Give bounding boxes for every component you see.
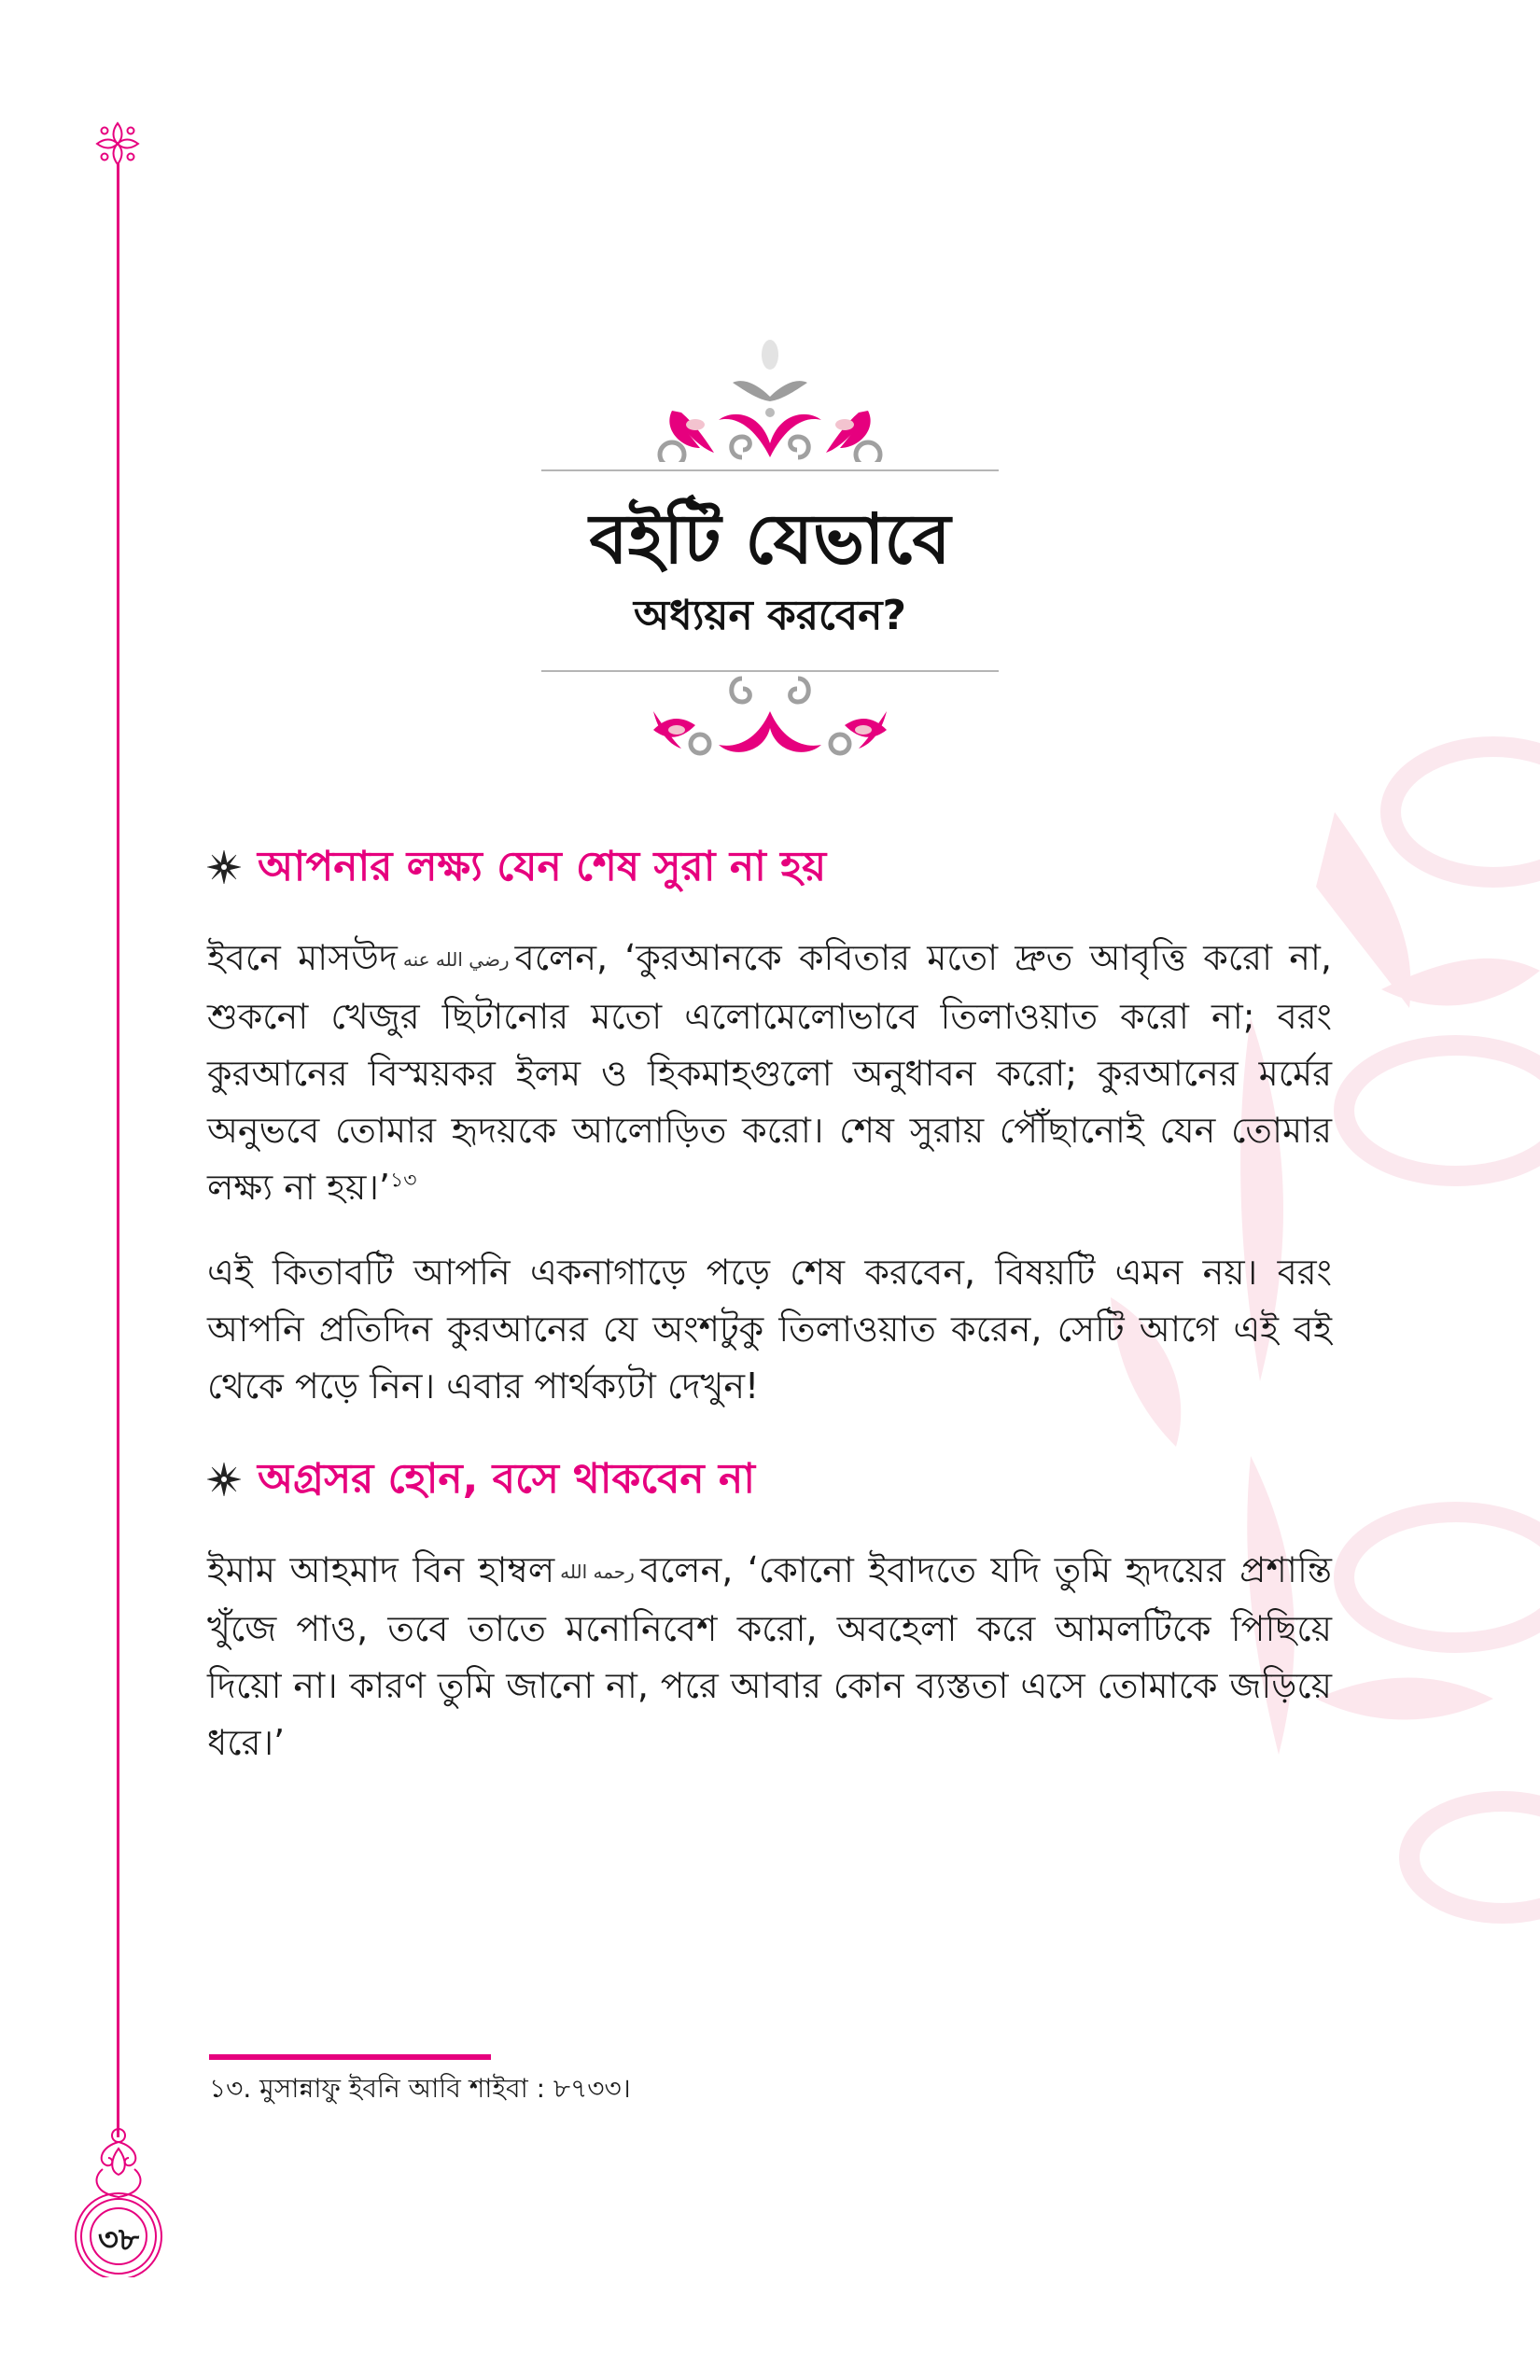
quote-paragraph-ibn-masud bbox=[207, 930, 1332, 1216]
section-heading-2 bbox=[207, 1443, 1332, 1516]
chapter-title-block bbox=[541, 327, 999, 765]
section-heading-1 bbox=[207, 831, 1332, 903]
quote-text: বলেন, ‘কোনো ইবাদতে যদি তুমি হৃদয়ের প্রশান্তি খুঁজে পাও, তবে তাতে মনোনিবেশ করো, অবহেলা করে আমলটিকে পিছিয়ে দিয়ো না। কারণ তুমি জানো না, পরে আবার কোন ব্যস্ততা এসে তোমাকে জড়িয়ে ধরে।’ bbox=[207, 1549, 1333, 1763]
honorific-calligraphy-icon: رحمه الله bbox=[560, 1561, 635, 1583]
chapter-subtitle: অধ্যয়ন করবেন? bbox=[634, 592, 906, 639]
speaker-name: ইবনে মাসউদ bbox=[207, 937, 398, 978]
page-content bbox=[207, 831, 1332, 1799]
chapter-title: বইটি যেভাবে bbox=[589, 499, 951, 580]
quatrefoil-ornament-icon bbox=[93, 119, 142, 168]
title-rule-bottom bbox=[541, 670, 999, 672]
quote-paragraph-imam-ahmad bbox=[207, 1542, 1332, 1771]
footnote-13: ১৩. মুসান্নাফু ইবনি আবি শাইবা : ৮৭৩৩। bbox=[209, 2073, 631, 2104]
quote-text: বলেন, ‘কুরআনকে কবিতার মতো দ্রুত আবৃত্তি করো না, শুকনো খেজুর ছিটানোর মতো এলোমেলোভাবে তিলাওয়াত করো না; বরং কুরআনের বিস্ময়কর ইলম ও হিকমাহগুলো অনুধাবন করো; কুরআনের মর্মের অনুভবে তোমার হৃদয়কে আলোড়িত করো। শেষ সুরায় পৌঁছানোই যেন তোমার লক্ষ্য না হয়।’ bbox=[207, 937, 1332, 1208]
floral-header-ornament-icon bbox=[541, 327, 999, 462]
page-number: ৩৮ bbox=[97, 2221, 140, 2259]
speaker-name: ইমাম আহমাদ বিন হাম্বল bbox=[207, 1549, 555, 1590]
footnote-reference[interactable]: ১৩ bbox=[390, 1169, 417, 1193]
title-rule-top bbox=[541, 469, 999, 471]
body-paragraph: এই কিতাবটি আপনি একনাগাড়ে পড়ে শেষ করবেন, বিষয়টি এমন নয়। বরং আপনি প্রতিদিন কুরআনের যে অংশটুকু তিলাওয়াত করেন, সেটি আগে এই বই থেকে পড়ে নিন। এবার পার্থক্যটা দেখুন! bbox=[207, 1252, 1332, 1407]
section-heading-text: আপনার লক্ষ্য যেন শেষ সুরা না হয় bbox=[258, 843, 827, 890]
footnote-separator bbox=[209, 2054, 491, 2060]
left-margin-rule bbox=[117, 163, 119, 2137]
honorific-calligraphy-icon: رضي الله عنه bbox=[402, 948, 510, 971]
floral-footer-ornament-icon bbox=[541, 674, 999, 767]
star-burst-icon bbox=[207, 1463, 241, 1496]
section-heading-text: অগ্রসর হোন, বসে থাকবেন না bbox=[258, 1455, 756, 1503]
star-burst-icon bbox=[207, 850, 241, 884]
